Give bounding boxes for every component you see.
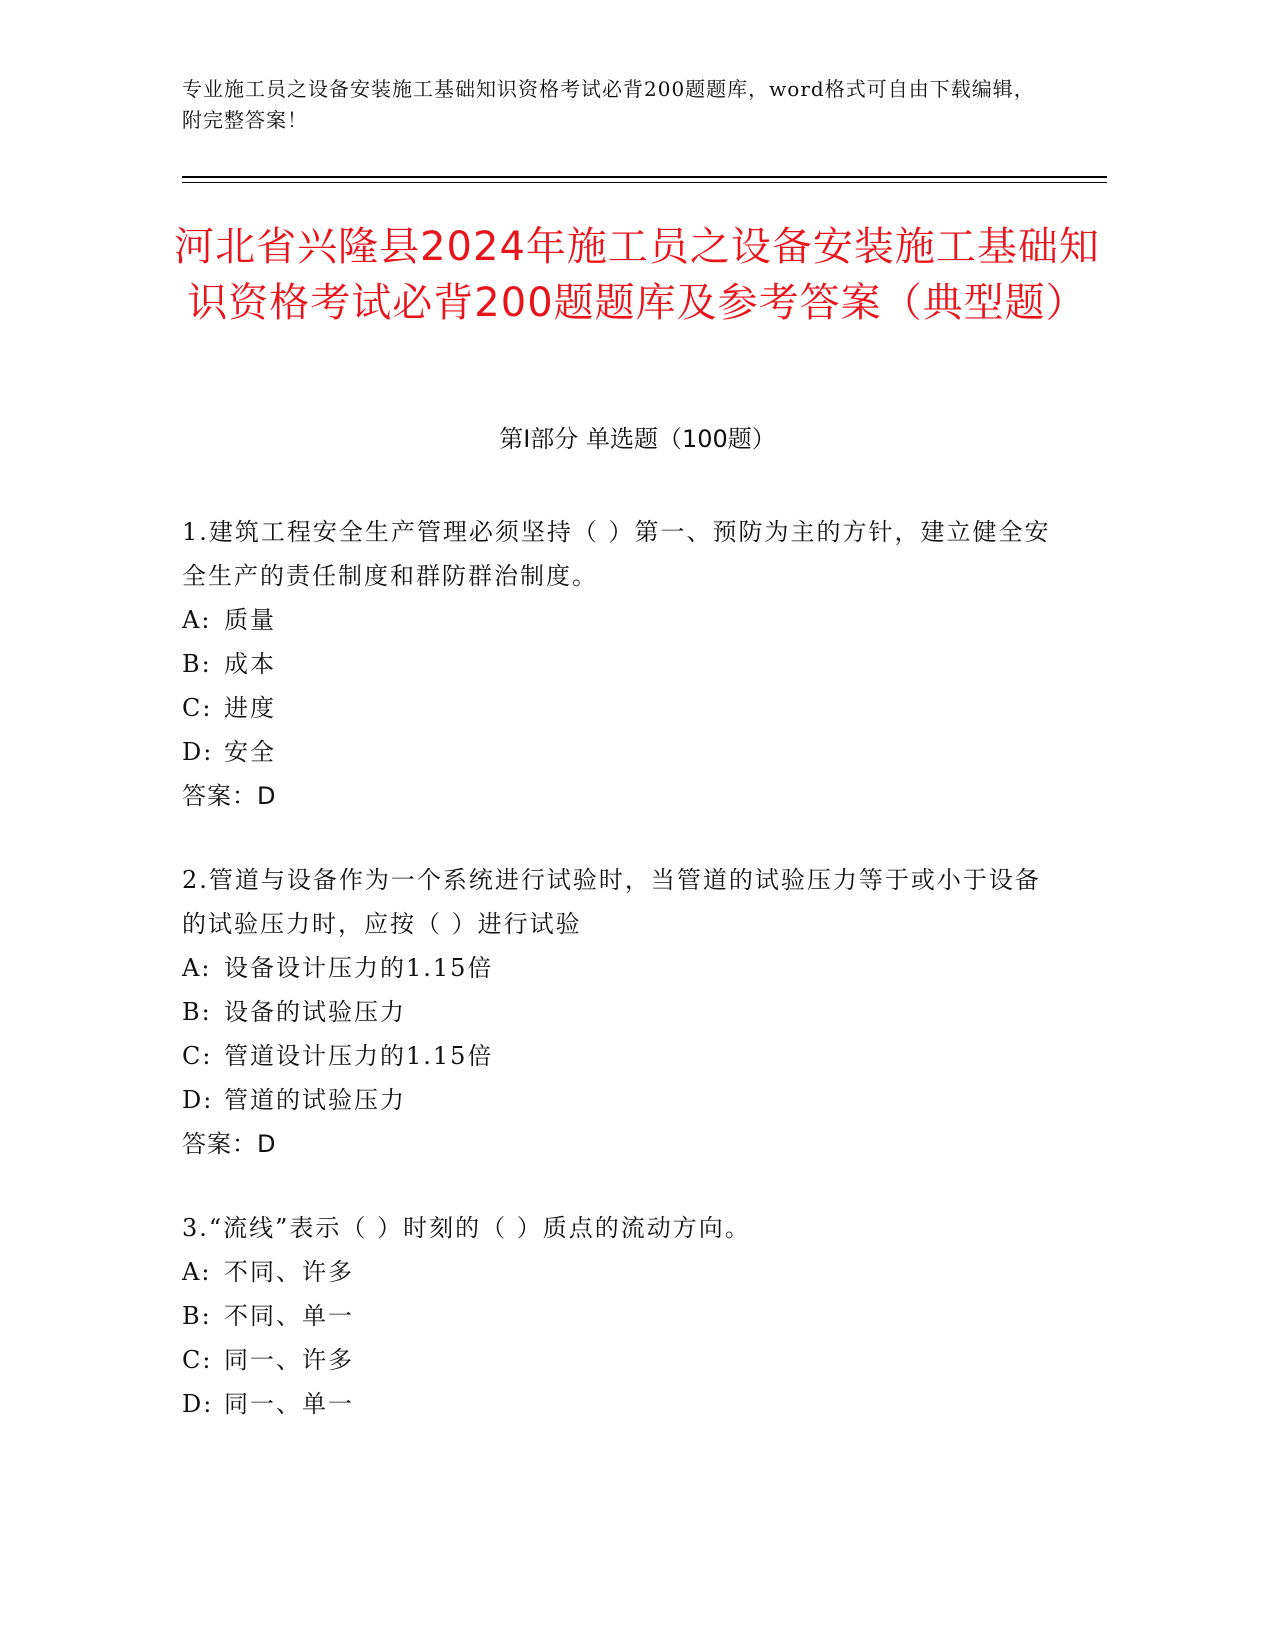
- option-key: A:: [182, 954, 212, 982]
- answer-line: 答案：D: [182, 1130, 277, 1158]
- option-text: 不同、单一: [224, 1302, 354, 1330]
- option-text: 质量: [224, 606, 276, 634]
- option-a: [182, 598, 1062, 642]
- option-text: 安全: [224, 738, 276, 766]
- option-key: C:: [182, 1042, 213, 1070]
- question-1: [182, 510, 1062, 818]
- option-text: 设备设计压力的1.15倍: [224, 954, 494, 982]
- option-key: B:: [182, 1302, 212, 1330]
- option-text: 进度: [224, 694, 276, 722]
- option-b: [182, 642, 1062, 686]
- option-b: [182, 990, 1062, 1034]
- option-key: A:: [182, 606, 212, 634]
- question-stem: 1.建筑工程安全生产管理必须坚持（ ）第一、预防为主的方针，建立健全安全生产的责任制度和群防群治制度。: [182, 518, 1051, 590]
- question-3: [182, 1206, 1062, 1426]
- option-c: [182, 686, 1062, 730]
- option-c: [182, 1034, 1062, 1078]
- option-text: 不同、许多: [224, 1258, 354, 1286]
- option-text: 管道设计压力的1.15倍: [224, 1042, 494, 1070]
- option-c: [182, 1338, 1062, 1382]
- option-text: 管道的试验压力: [224, 1086, 406, 1114]
- option-key: B:: [182, 998, 212, 1026]
- section-title: 第Ⅰ部分 单选题（100题）: [499, 425, 776, 453]
- question-2: [182, 858, 1062, 1166]
- option-key: C:: [182, 694, 213, 722]
- option-d: [182, 730, 1062, 774]
- question-stem: 3.“流线”表示（ ）时刻的（ ）质点的流动方向。: [182, 1214, 751, 1242]
- option-text: 同一、单一: [224, 1390, 354, 1418]
- option-key: D:: [182, 1086, 214, 1114]
- option-key: D:: [182, 1390, 214, 1418]
- option-a: [182, 946, 1062, 990]
- option-key: B:: [182, 650, 212, 678]
- option-text: 设备的试验压力: [224, 998, 406, 1026]
- header-divider-thick: [182, 176, 1107, 178]
- option-text: 成本: [224, 650, 276, 678]
- option-a: [182, 1250, 1062, 1294]
- option-key: D:: [182, 738, 214, 766]
- header-note: 专业施工员之设备安装施工基础知识资格考试必背200题题库，word格式可自由下载编辑，附完整答案！: [182, 77, 1035, 132]
- question-list: [182, 510, 1062, 1466]
- option-key: C:: [182, 1346, 213, 1374]
- option-d: [182, 1078, 1062, 1122]
- option-b: [182, 1294, 1062, 1338]
- option-d: [182, 1382, 1062, 1426]
- document-title: 河北省兴隆县2024年施工员之设备安装施工基础知识资格考试必背200题题库及参考答案（典型题）: [174, 224, 1100, 326]
- option-text: 同一、许多: [224, 1346, 354, 1374]
- option-key: A:: [182, 1258, 212, 1286]
- answer-line: 答案：D: [182, 782, 277, 810]
- header-divider-thin: [182, 182, 1107, 183]
- question-stem: 2.管道与设备作为一个系统进行试验时，当管道的试验压力等于或小于设备的试验压力时，应按（ ）进行试验: [182, 866, 1041, 938]
